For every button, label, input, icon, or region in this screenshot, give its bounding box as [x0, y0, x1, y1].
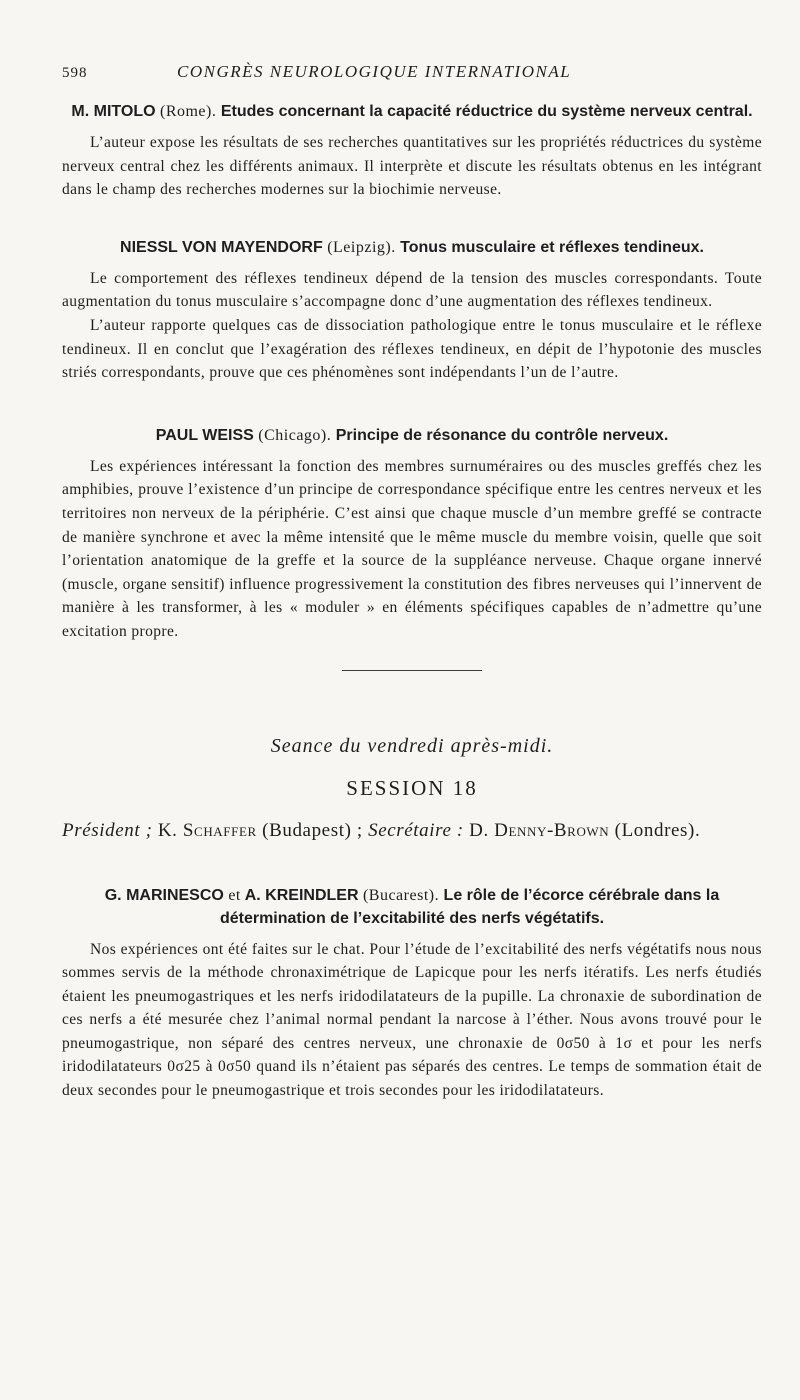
secretary-city: (Londres). — [614, 819, 701, 841]
president-name: K. Schaffer — [157, 819, 257, 841]
entry-city: (Bucarest). — [362, 886, 440, 904]
section-divider — [342, 670, 482, 671]
entry-author: M. MITOLO — [71, 103, 156, 120]
entry-city: (Chicago). — [258, 426, 332, 444]
running-title: CONGRÈS NEUROLOGIQUE INTERNATIONAL — [177, 62, 572, 81]
entry-paragraph: Le comportement des réflexes tendineux dépend de la tension des muscles correspondants. Toute augmentation du tonus musculaire s’accompagne donc d’une augmentation des réflexes tendineux. — [62, 269, 762, 311]
entry-heading-mitolo — [62, 100, 762, 123]
entry-paragraph: L’auteur rapporte quelques cas de dissociation pathologique entre le tonus musculaire et le réflexe tendineux. Il en conclut que l’exagération des réflexes tendineux, en dépit de l’hypotonie des muscles striés correspondants, prouve que ces phénomènes sont indépendants l’un de l’autre. — [62, 316, 762, 382]
entry-city: (Leipzig). — [327, 238, 396, 256]
document-page — [62, 62, 762, 1103]
entry-title: Tonus musculaire et réflexes tendineux. — [400, 238, 704, 256]
president-city: (Budapest) ; — [262, 819, 363, 841]
entry-heading-weiss — [62, 424, 762, 447]
seance-heading: Seance du vendredi après-midi. — [270, 734, 554, 757]
entry-paragraph: Nos expériences ont été faites sur le chat. Pour l’étude de l’excitabilité des nerfs végétatifs nous nous sommes servis de la méthode chronaximétrique de Lapicque pour les nerfs itératifs. Les nerfs étudiés étaient les pneumogastriques et les nerfs iridodilatateurs de la pupille. La chronaxie de subordination de ces nerfs a été mesurée chez l’animal normal pendant la narcose à l’éther. Nous avons trouvé pour le pneumogastrique, non séparé des centres nerveux, une chronaxie de 0σ50 à 1σ et pour les nerfs iridodilatateurs 0σ25 à 0σ50 quand ils n’étaient pas séparés des centres. Le temps de sommation était de deux secondes pour le pneumogastrique et trois secondes pour les iridodilatateurs. — [62, 940, 762, 1100]
running-head — [62, 62, 762, 92]
session-heading: SESSION 18 — [346, 775, 478, 800]
page-number: 598 — [62, 65, 88, 81]
entry-author: NIESSL VON MAYENDORF — [120, 238, 323, 256]
secretary-name: D. Denny-Brown — [469, 819, 610, 841]
entry-heading-marinesco — [62, 884, 762, 930]
entry-heading-niessl — [62, 236, 762, 259]
session-officers — [62, 817, 762, 845]
entry-city: (Rome). — [159, 103, 217, 120]
entry-paragraph: Les expériences intéressant la fonction des membres surnuméraires ou des muscles greffés chez les amphibies, prouve l’existence d’un principe de correspondance spécifique entre les centres nerveux et les territoires non nerveux de la périphérie. C’est ainsi que chaque muscle d’un membre greffé se contracte de manière synchrone et avec la même intensité que le même muscle du membre voisin, quelle que soit l’orientation anatomique de la greffe et la source de la suppléance nerveuse. Chaque organe innervé (muscle, organe sensitif) influence progressivement la constitution des fibres nerveuses qui l’innervent de manière à les transformer, à les « moduler » en éléments spécifiques capables de n’admettre qu’une excitation propre. — [62, 457, 762, 640]
entry-title: Le rôle de l’écorce cérébrale dans la détermination de l’excitabilité des nerfs végétatifs. — [219, 886, 720, 927]
entry-author: G. MARINESCO — [104, 886, 224, 904]
entry-title: Etudes concernant la capacité réductrice du système nerveux central. — [220, 103, 753, 120]
entry-author: A. KREINDLER — [244, 886, 359, 904]
president-label: Président ; — [62, 819, 153, 841]
secretary-label: Secrétaire : — [368, 819, 464, 841]
entry-paragraph: L’auteur expose les résultats de ses recherches quantitatives sur les propriétés réductrices du système nerveux central chez les différents animaux. Il interprète et discute les résultats obtenus en les intégrant dans le champ des recherches modernes sur la biochimie nerveuse. — [62, 134, 762, 199]
entry-title: Principe de résonance du contrôle nerveux. — [335, 426, 669, 444]
entry-conjunction: et — [228, 886, 241, 904]
entry-author: PAUL WEISS — [155, 426, 254, 444]
